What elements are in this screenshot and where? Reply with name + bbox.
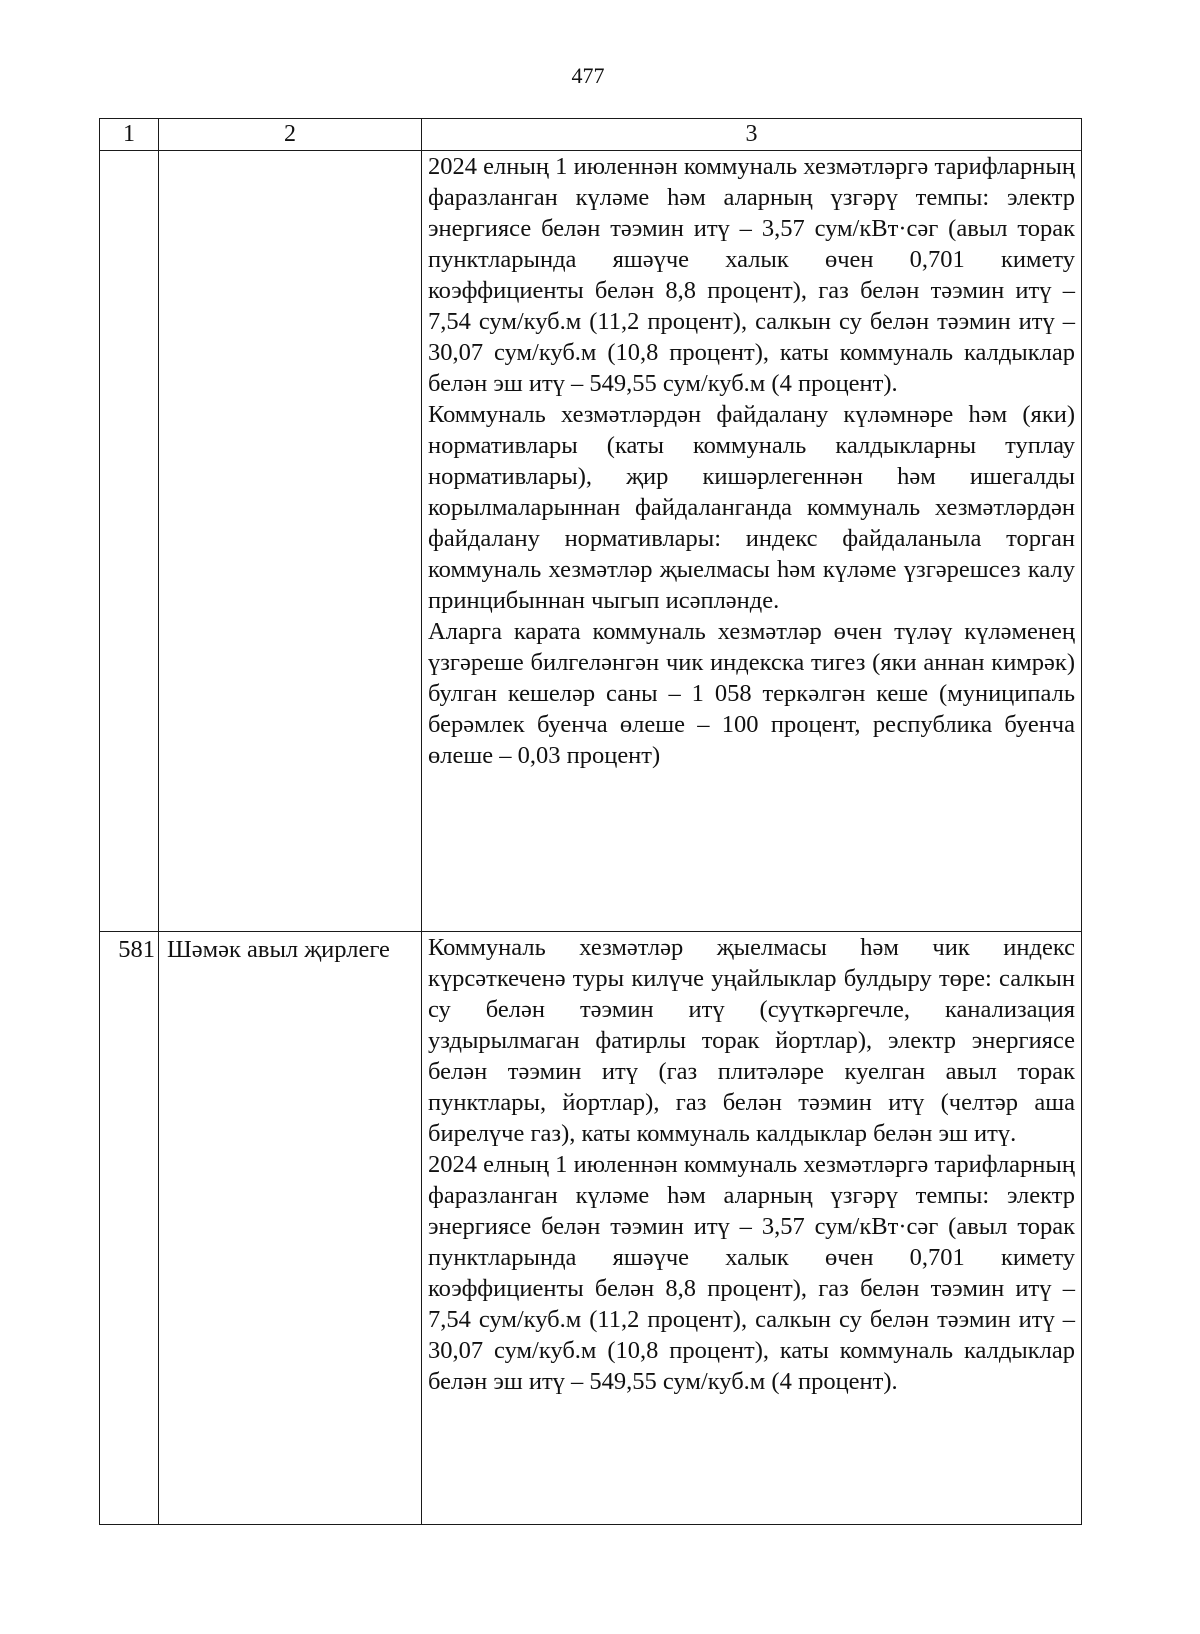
table-row (100, 151, 1082, 932)
paragraph: Аларга карата коммуналь хезмәтләр өчен түләү күләменең үзгәреше билгеләнгән чик индекска тигез (яки аннан кимрәк) булган кешеләр саны – 1 058 теркәлгән кеше (муниципаль берәмлек буенча өлеше – 100 процент, республика буенча өлеше – 0,03 процент) (428, 618, 1075, 769)
paragraph: 2024 елның 1 июленнән коммуналь хезмәтләргә тарифларның фаразланган күләме һәм аларның үзгәрү темпы: электр энергиясе белән тәэмин итү – 3,57 сум/кВт·сәг (авыл торак пунктларында яшәүче халык өчен 0,701 кимету коэффициенты белән 8,8 процент), газ белән тәэмин итү – 7,54 сум/куб.м (11,2 процент), салкын су белән тәэмин итү – 30,07 сум/куб.м (10,8 процент), каты коммуналь калдыклар белән эш итү – 549,55 сум/куб.м (4 процент). (428, 153, 1075, 397)
row-text-cell (422, 151, 1082, 932)
paragraph: Коммуналь хезмәтләр җыелмасы һәм чик индекс күрсәткеченә туры килүче уңайлыклар булдыру төре: салкын су белән тәэмин итү (суүткәргечле, канализация уздырылмаган фатирлы торак йортлар), электр энергиясе белән тәэмин итү (газ плитәләре куелган авыл торак пунктлары, йортлар), газ белән тәэмин итү (челтәр аша бирелүче газ), каты коммуналь калдыклар белән эш итү. (428, 934, 1075, 1147)
column-header-name: 2 (159, 119, 422, 151)
column-header-text: 3 (422, 119, 1082, 151)
row-number-cell (100, 151, 159, 932)
column-header-number: 1 (100, 119, 159, 151)
row-number-cell: 581 (100, 932, 159, 1525)
page-number: 477 (571, 63, 605, 88)
row-text-cell (422, 932, 1082, 1525)
paragraph: Коммуналь хезмәтләрдән файдалану күләмнәре һәм (яки) нормативлары (каты коммуналь калдыкларны туплау нормативлары), җир кишәрлегеннән һәм ишегалды корылмаларыннан файдаланганда коммуналь хезмәтләрдән файдалану нормативлары: индекс файдаланыла торган коммуналь хезмәтләр җыелмасы һәм күләме үзгәрешсез калу принцибыннан чыгып исәпләнде. (428, 401, 1075, 614)
paragraph: 2024 елның 1 июленнән коммуналь хезмәтләргә тарифларның фаразланган күләме һәм аларның үзгәрү темпы: электр энергиясе белән тәэмин итү – 3,57 сум/кВт·сәг (авыл торак пунктларында яшәүче халык өчен 0,701 кимету коэффициенты белән 8,8 процент), газ белән тәэмин итү – 7,54 сум/куб.м (11,2 процент), салкын су белән тәэмин итү – 30,07 сум/куб.м (10,8 процент), каты коммуналь калдыклар белән эш итү – 549,55 сум/куб.м (4 процент). (428, 1151, 1075, 1395)
row-name-cell: Шәмәк авыл җирлеге (159, 932, 422, 1525)
table-header-row (100, 119, 1082, 151)
row-name-cell (159, 151, 422, 932)
document-table (99, 118, 1082, 1525)
table-row (100, 932, 1082, 1525)
